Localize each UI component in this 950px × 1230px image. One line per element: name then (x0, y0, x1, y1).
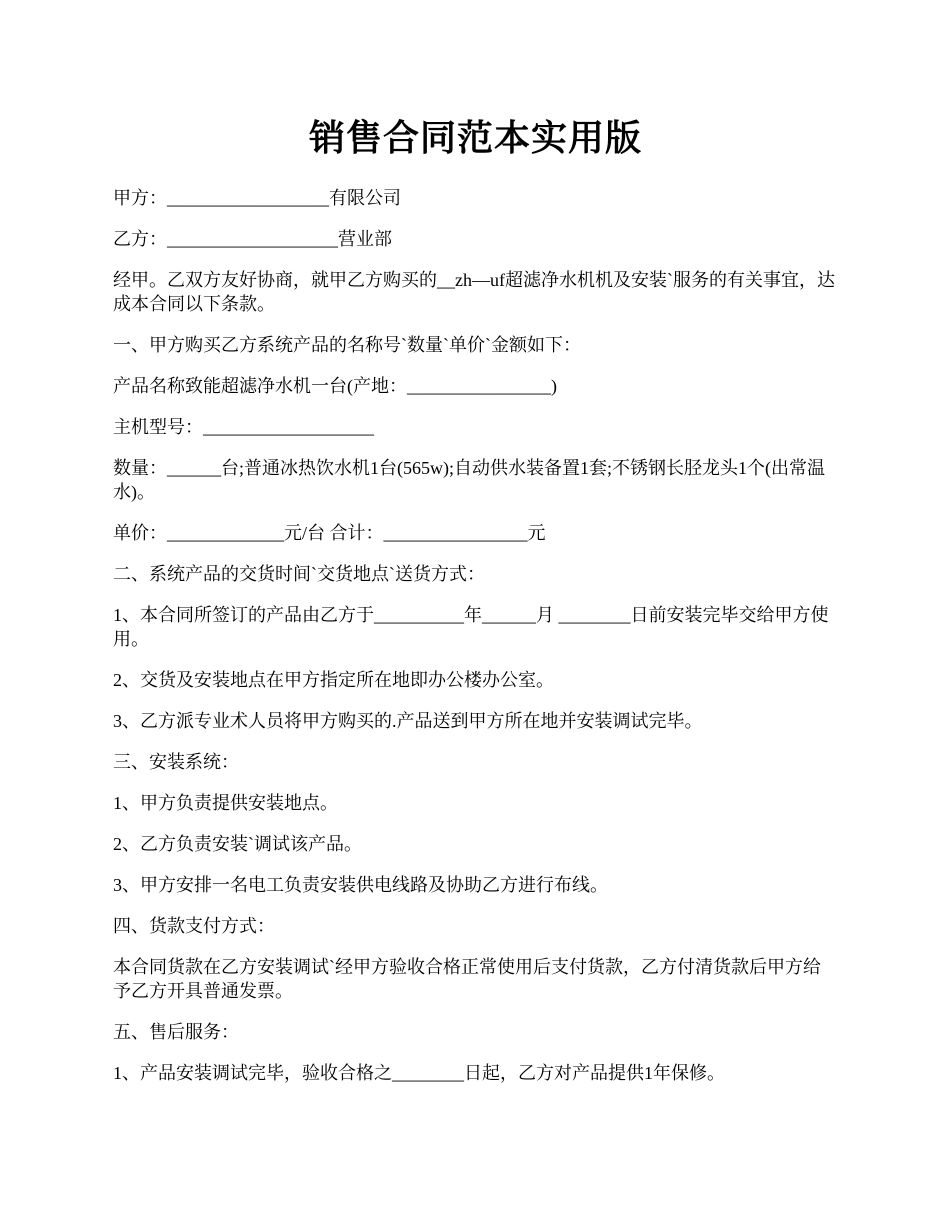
section-heading-3: 三、安装系统： (113, 752, 239, 772)
price-total-line: 单价：_____________元/台 合计：________________元 (113, 523, 546, 543)
after-sales-clause-1: 1、产品安装调试完毕，验收合格之________日起，乙方对产品提供1年保修。 (113, 1063, 725, 1083)
section-heading-1: 一、甲方购买乙方系统产品的名称号`数量`单价`金额如下： (113, 335, 581, 355)
preamble-paragraph: 经甲。乙双方友好协商，就甲乙方购买的__zh—uf超滤净水机机及安装`服务的有关事宜，达成本合同以下条款。 (113, 270, 835, 314)
installation-clause-1: 1、甲方负责提供安装地点。 (113, 793, 338, 813)
model-number-line: 主机型号：___________________ (113, 417, 374, 437)
product-name-line: 产品名称致能超滤净水机一台(产地：________________) (113, 376, 557, 396)
installation-clause-2: 2、乙方负责安装`调试该产品。 (113, 834, 362, 854)
installation-clause-3: 3、甲方安排一名电工负责安装供电线路及协助乙方进行布线。 (113, 875, 608, 895)
delivery-clause-1: 1、本合同所签订的产品由乙方于__________年______月 ________日前安装完毕交给甲方使用。 (113, 605, 829, 649)
party-b-line: 乙方：___________________营业部 (113, 229, 392, 249)
delivery-clause-3: 3、乙方派专业术人员将甲方购买的.产品送到甲方所在地并安装调试完毕。 (113, 711, 703, 731)
document-title: 销售合同范本实用版 (308, 118, 642, 158)
section-heading-4: 四、货款支付方式： (113, 916, 275, 936)
section-heading-5: 五、售后服务： (113, 1022, 239, 1042)
party-a-line: 甲方：__________________有限公司 (113, 188, 401, 208)
payment-paragraph: 本合同货款在乙方安装调试`经甲方验收合格正常使用后支付货款，乙方付清货款后甲方给予乙方开具普通发票。 (113, 957, 821, 1001)
section-heading-2: 二、系统产品的交货时间`交货地点`送货方式： (113, 564, 485, 584)
delivery-clause-2: 2、交货及安装地点在甲方指定所在地即办公楼办公室。 (113, 670, 554, 690)
quantity-paragraph: 数量：______台;普通冰热饮水机1台(565w);自动供水装备置1套;不锈钢长胫龙头1个(出常温水)。 (113, 458, 825, 502)
